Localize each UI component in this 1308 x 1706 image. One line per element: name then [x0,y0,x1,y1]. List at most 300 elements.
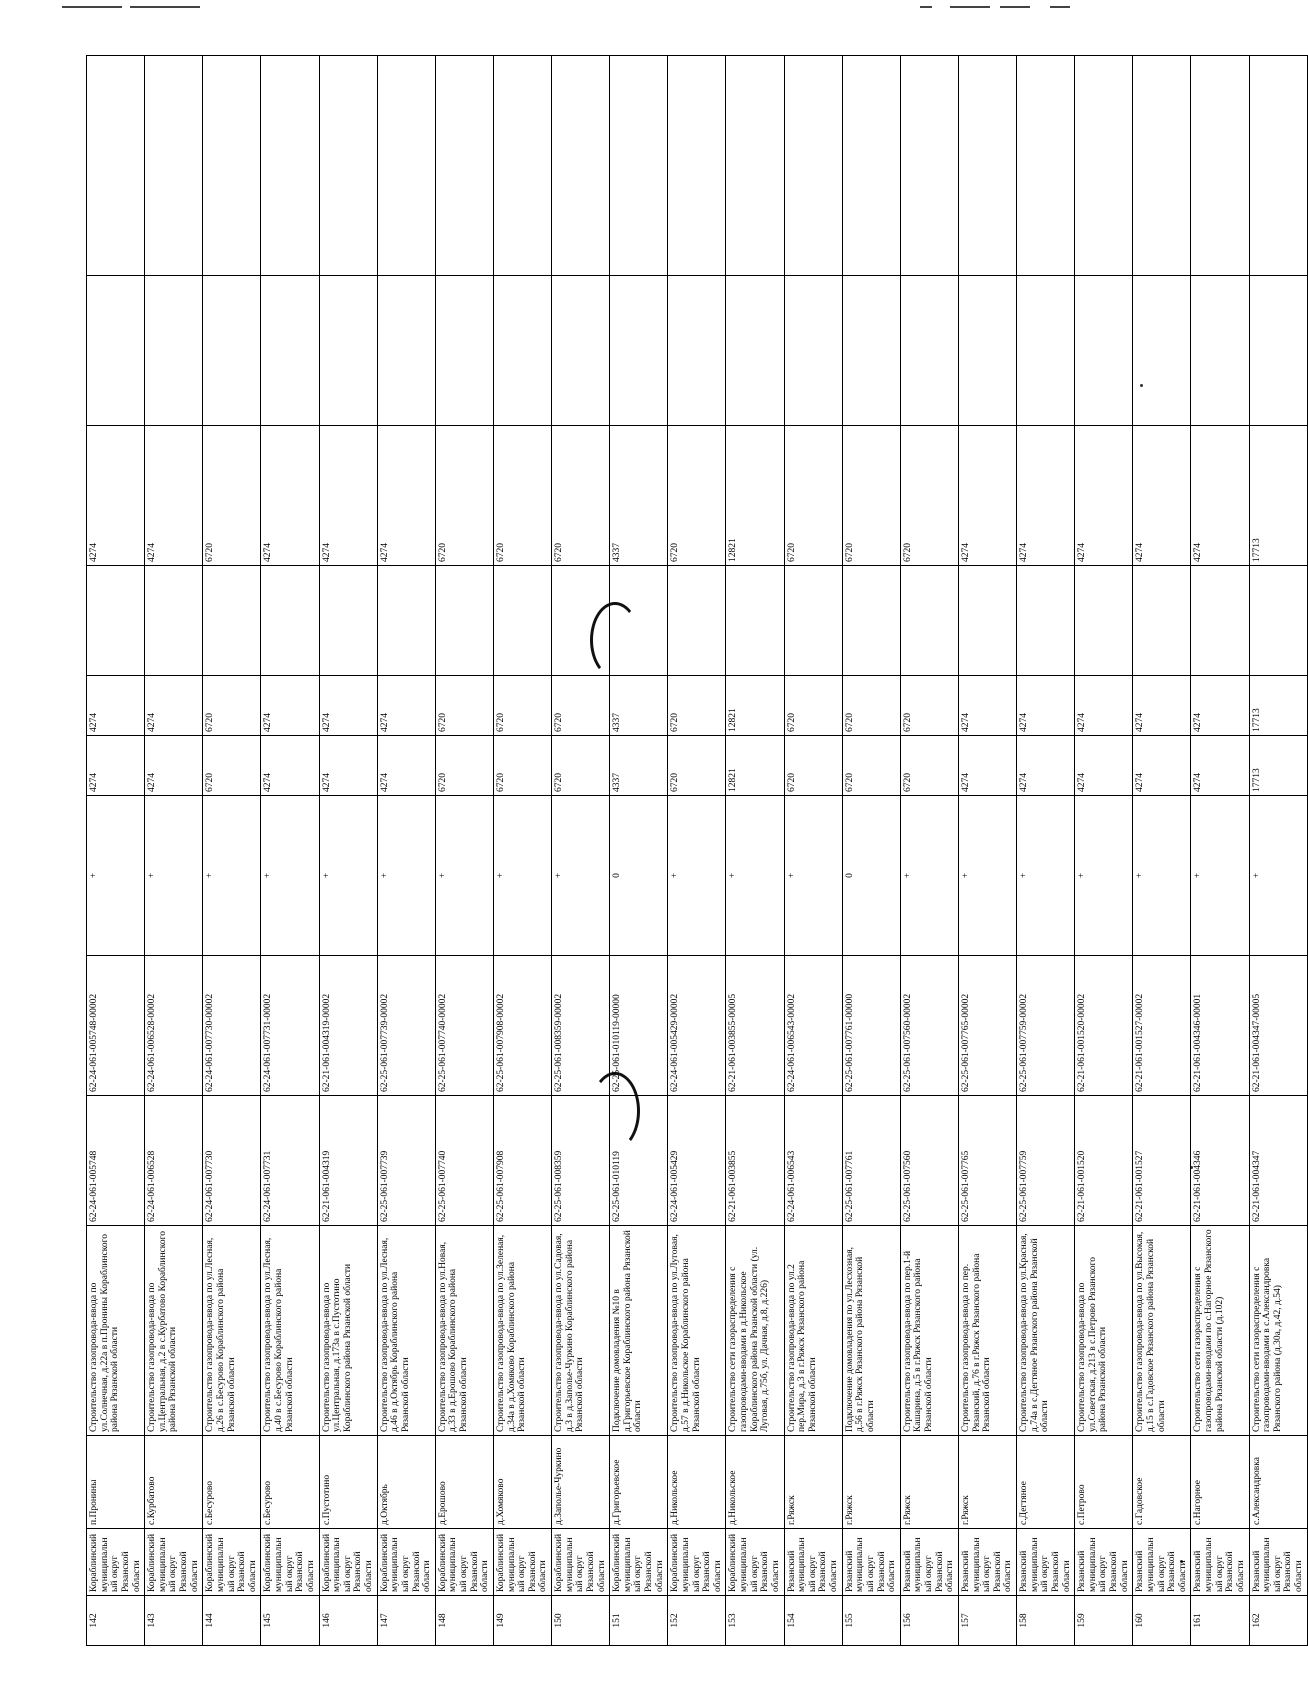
value-cell-2: 6720 [493,676,551,736]
value-cell-2: 4274 [319,676,377,736]
value-cell-3 [900,566,958,676]
object-code-cell: 62-21-061-004346 [1191,1096,1249,1226]
value-cell-4: 6720 [668,426,726,566]
settlement-cell: г.Ряжск [842,1436,900,1529]
settlement-cell: д.Ерошово [435,1436,493,1529]
project-code-cell: 62-24-061-006543-00002 [784,956,842,1096]
value-cell-2: 4274 [958,676,1016,736]
empty-cell-2 [1017,56,1075,276]
object-code-cell: 62-25-061-007908 [493,1096,551,1226]
row-number: 152 [668,1596,726,1646]
value-cell-1: 6720 [552,736,610,796]
rotated-table-wrapper [86,56,1304,1646]
municipal-district-cell: Рязанский муниципальный округ Рязанской области [1017,1529,1075,1596]
table-row [610,56,668,1646]
value-cell-4: 4274 [377,426,435,566]
empty-cell-2 [261,56,319,276]
municipal-district-cell: Рязанский муниципальный округ Рязанской области [842,1529,900,1596]
table-row [668,56,726,1646]
object-name-cell: Строительство газопровода-ввода по ул.Высокая, д.15 в с.Гадовское Рязанского района Рязанской области [1133,1226,1191,1436]
table-row [145,56,203,1646]
object-code-cell: 62-25-061-008359 [552,1096,610,1226]
row-number: 156 [900,1596,958,1646]
empty-cell-1 [1133,276,1191,426]
scan-edge-mark-right-3 [1000,6,1030,8]
value-cell-2: 6720 [900,676,958,736]
value-cell-2: 4274 [1133,676,1191,736]
object-name-cell: Строительство газопровода-ввода по ул.Зеленая, д.34а в д.Хомяково Кораблинского района Рязанской области [493,1226,551,1436]
table-row [493,56,551,1646]
empty-cell-2 [1133,56,1191,276]
empty-cell-2 [726,56,784,276]
value-cell-2: 6720 [784,676,842,736]
object-name-cell: Строительство сети газораспределения с газопроводами-вводами по с.Нагорное Рязанского района Рязанской области (д.102) [1191,1226,1249,1436]
value-cell-4: 4274 [261,426,319,566]
empty-cell-2 [145,56,203,276]
value-cell-1: 6720 [784,736,842,796]
object-code-cell: 62-24-061-005429 [668,1096,726,1226]
project-code-cell: 62-21-061-004346-00001 [1191,956,1249,1096]
project-code-cell: 62-25-061-007759-00002 [1017,956,1075,1096]
scan-edge-mark-left [62,6,122,8]
row-number: 146 [319,1596,377,1646]
object-name-cell: Строительство газопровода-ввода по ул.Новая, д.33 в д.Ерошово Кораблинского района Рязанской области [435,1226,493,1436]
empty-cell-2 [552,56,610,276]
project-code-cell: 62-25-061-007740-00002 [435,956,493,1096]
object-code-cell: 62-24-061-006543 [784,1096,842,1226]
value-cell-3 [552,566,610,676]
value-cell-2: 6720 [842,676,900,736]
municipal-district-cell: Рязанский муниципальный округ Рязанской области [1133,1529,1191,1596]
row-number: 153 [726,1596,784,1646]
value-cell-4: 17713 [1249,426,1307,566]
value-cell-3 [1249,566,1307,676]
value-cell-3 [610,566,668,676]
municipal-district-cell: Рязанский муниципальный округ Рязанской области [1075,1529,1133,1596]
object-name-cell: Строительство газопровода-ввода по ул.Красная, д.74а в с.Дегтяное Рязанского района Рязанской области [1017,1226,1075,1436]
empty-cell-1 [493,276,551,426]
table-row [261,56,319,1646]
value-cell-2: 4274 [377,676,435,736]
settlement-cell: с.Курбатово [145,1436,203,1529]
value-cell-4: 6720 [842,426,900,566]
row-number: 149 [493,1596,551,1646]
value-cell-1: 6720 [668,736,726,796]
status-mark-cell: + [435,796,493,956]
object-name-cell: Строительство сети газораспределения с газопроводами-вводами в д.Никольское Кораблинского района Рязанской области (ул. Луговая, д.75б, ул. Дачная, д.8, д.226) [726,1226,784,1436]
project-code-cell: 62-25-061-007908-00002 [493,956,551,1096]
value-cell-1: 4274 [958,736,1016,796]
municipal-district-cell: Кораблинский муниципальный округ Рязанской области [377,1529,435,1596]
status-mark-cell: + [1017,796,1075,956]
value-cell-2: 4274 [261,676,319,736]
value-cell-4: 4274 [958,426,1016,566]
status-mark-cell: + [319,796,377,956]
object-name-cell: Строительство газопровода-ввода по пер.1-й Кашарина, д.5 в г.Ряжск Рязанского района Рязанской области [900,1226,958,1436]
value-cell-4: 12821 [726,426,784,566]
row-number: 151 [610,1596,668,1646]
object-code-cell: 62-25-061-007759 [1017,1096,1075,1226]
settlement-cell: с.Гадовское [1133,1436,1191,1529]
value-cell-4: 4274 [319,426,377,566]
table-row [377,56,435,1646]
value-cell-2: 12821 [726,676,784,736]
value-cell-4: 6720 [203,426,261,566]
object-code-cell: 62-21-061-001527 [1133,1096,1191,1226]
empty-cell-1 [435,276,493,426]
value-cell-3 [1017,566,1075,676]
value-cell-3 [261,566,319,676]
settlement-cell: д.Никольское [668,1436,726,1529]
municipal-district-cell: Кораблинский муниципальный округ Рязанской области [435,1529,493,1596]
object-name-cell: Строительство газопровода-ввода по ул.Луговая, д.57 в д.Никольское Кораблинского района Рязанской области [668,1226,726,1436]
value-cell-4: 6720 [493,426,551,566]
object-name-cell: Строительство газопровода-ввода по ул.Садовая, д.3 в д.Заполье-Чуркино Кораблинского района Рязанской области [552,1226,610,1436]
object-name-cell: Строительство газопровода-ввода по ул.Центральная, д.173а в с.Пустотино Кораблинского района Рязанской области [319,1226,377,1436]
object-code-cell: 62-21-061-004347 [1249,1096,1307,1226]
value-cell-1: 4274 [377,736,435,796]
status-mark-cell: + [87,796,145,956]
value-cell-2: 4274 [1017,676,1075,736]
object-code-cell: 62-24-061-006528 [145,1096,203,1226]
status-mark-cell: 0 [610,796,668,956]
scan-edge-mark-left-2 [130,6,200,8]
value-cell-4: 4274 [145,426,203,566]
settlement-cell: с.Петрово [1075,1436,1133,1529]
table-row [87,56,145,1646]
value-cell-3 [145,566,203,676]
project-code-cell: 62-21-061-004347-00005 [1249,956,1307,1096]
value-cell-1: 4274 [261,736,319,796]
table-row [203,56,261,1646]
object-name-cell: Строительство газопровода-ввода по ул.2 пер.Мира, д.3 в г.Ряжск Рязанского района Рязанской области [784,1226,842,1436]
empty-cell-2 [87,56,145,276]
value-cell-2: 6720 [203,676,261,736]
empty-cell-1 [610,276,668,426]
table-row [958,56,1016,1646]
value-cell-1: 6720 [493,736,551,796]
empty-cell-1 [726,276,784,426]
value-cell-3 [203,566,261,676]
object-code-cell: 62-21-061-001520 [1075,1096,1133,1226]
status-mark-cell: + [145,796,203,956]
value-cell-1: 6720 [842,736,900,796]
municipal-district-cell: Кораблинский муниципальный округ Рязанской области [203,1529,261,1596]
value-cell-3 [377,566,435,676]
empty-cell-1 [900,276,958,426]
project-code-cell: 62-24-061-005748-00002 [87,956,145,1096]
settlement-cell: д.Григорьевское [610,1436,668,1529]
settlement-cell: п.Пронины [87,1436,145,1529]
value-cell-1: 6720 [435,736,493,796]
table-row [1075,56,1133,1646]
object-name-cell: Подключение домовладения №10 в д.Григорьевское Кораблинского района Рязанской области [610,1226,668,1436]
object-code-cell: 62-24-061-007731 [261,1096,319,1226]
value-cell-2: 6720 [668,676,726,736]
project-code-cell: 62-24-061-005429-00002 [668,956,726,1096]
status-mark-cell: + [552,796,610,956]
row-number: 144 [203,1596,261,1646]
object-code-cell: 62-25-061-007739 [377,1096,435,1226]
value-cell-4: 4274 [1075,426,1133,566]
empty-cell-1 [668,276,726,426]
settlement-cell: с.Александровка [1249,1436,1307,1529]
empty-cell-2 [958,56,1016,276]
row-number: 161 [1191,1596,1249,1646]
table-row [726,56,784,1646]
value-cell-4: 4274 [1017,426,1075,566]
table-row [1249,56,1307,1646]
object-code-cell: 62-25-061-007740 [435,1096,493,1226]
empty-cell-2 [319,56,377,276]
row-number: 160 [1133,1596,1191,1646]
scan-edge-mark-right-4 [1050,6,1070,8]
value-cell-1: 4274 [1017,736,1075,796]
empty-cell-2 [377,56,435,276]
object-name-cell: Строительство сети газораспределения с газопроводами-вводами в с.Александровка Рязанского района (д.30а, д.42, д.54) [1249,1226,1307,1436]
value-cell-1: 4274 [319,736,377,796]
value-cell-3 [726,566,784,676]
value-cell-3 [1075,566,1133,676]
settlement-cell: г.Ряжск [784,1436,842,1529]
project-code-cell: 62-21-061-004319-00002 [319,956,377,1096]
municipal-district-cell: Кораблинский муниципальный округ Рязанской области [668,1529,726,1596]
municipal-district-cell: Кораблинский муниципальный округ Рязанской области [261,1529,319,1596]
empty-cell-2 [900,56,958,276]
settlement-cell: д.Заполье-Чуркино [552,1436,610,1529]
row-number: 143 [145,1596,203,1646]
object-code-cell: 62-25-061-007761 [842,1096,900,1226]
settlement-cell: д.Хомяково [493,1436,551,1529]
value-cell-3 [1191,566,1249,676]
empty-cell-2 [493,56,551,276]
row-number: 157 [958,1596,1016,1646]
table-row [435,56,493,1646]
municipal-district-cell: Кораблинский муниципальный округ Рязанской области [552,1529,610,1596]
empty-cell-1 [319,276,377,426]
municipal-district-cell: Кораблинский муниципальный округ Рязанской области [87,1529,145,1596]
status-mark-cell: + [377,796,435,956]
settlement-cell: с.Дегтяное [1017,1436,1075,1529]
empty-cell-2 [1249,56,1307,276]
settlement-cell: с.Нагорное [1191,1436,1249,1529]
project-code-cell: 62-25-061-007739-00002 [377,956,435,1096]
value-cell-4: 4274 [1191,426,1249,566]
municipal-district-cell: Рязанский муниципальный округ Рязанской области [1191,1529,1249,1596]
project-code-cell: 62-25-061-010119-00000 [610,956,668,1096]
object-code-cell: 62-21-061-003855 [726,1096,784,1226]
value-cell-1: 4274 [1075,736,1133,796]
empty-cell-2 [784,56,842,276]
value-cell-2: 4274 [1191,676,1249,736]
municipal-district-cell: Рязанский муниципальный округ Рязанской области [1249,1529,1307,1596]
row-number: 154 [784,1596,842,1646]
project-code-cell: 62-25-061-008359-00002 [552,956,610,1096]
status-mark-cell: + [261,796,319,956]
value-cell-1: 4274 [1191,736,1249,796]
value-cell-3 [87,566,145,676]
empty-cell-1 [261,276,319,426]
value-cell-3 [435,566,493,676]
value-cell-2: 4274 [87,676,145,736]
project-code-cell: 62-25-061-007560-00002 [900,956,958,1096]
value-cell-4: 4337 [610,426,668,566]
value-cell-1: 4274 [145,736,203,796]
value-cell-2: 6720 [552,676,610,736]
municipal-district-cell: Кораблинский муниципальный округ Рязанской области [145,1529,203,1596]
status-mark-cell: + [668,796,726,956]
status-mark-cell: + [1133,796,1191,956]
row-number: 158 [1017,1596,1075,1646]
empty-cell-1 [203,276,261,426]
scan-edge-mark-right [920,6,932,8]
status-mark-cell: + [1249,796,1307,956]
value-cell-2: 6720 [435,676,493,736]
value-cell-4: 4274 [87,426,145,566]
table-row [1017,56,1075,1646]
value-cell-1: 12821 [726,736,784,796]
settlement-cell: г.Ряжск [900,1436,958,1529]
settlement-cell: д.Никольское [726,1436,784,1529]
row-number: 155 [842,1596,900,1646]
empty-cell-2 [203,56,261,276]
settlement-cell: с.Пустотино [319,1436,377,1529]
empty-cell-1 [1191,276,1249,426]
project-code-cell: 62-21-061-001527-00002 [1133,956,1191,1096]
object-name-cell: Подключение домовладения по ул.Лесхозная, д.56 в г.Ряжск Рязанского района Рязанской области [842,1226,900,1436]
value-cell-2: 17713 [1249,676,1307,736]
status-mark-cell: + [493,796,551,956]
empty-cell-1 [377,276,435,426]
empty-cell-1 [145,276,203,426]
status-mark-cell: + [784,796,842,956]
table-row [784,56,842,1646]
value-cell-4: 6720 [900,426,958,566]
municipal-district-cell: Рязанский муниципальный округ Рязанской области [900,1529,958,1596]
value-cell-3 [958,566,1016,676]
project-code-cell: 62-24-061-007731-00002 [261,956,319,1096]
empty-cell-2 [610,56,668,276]
municipal-district-cell: Кораблинский муниципальный округ Рязанской области [493,1529,551,1596]
status-mark-cell: + [900,796,958,956]
settlement-cell: г.Ряжск [958,1436,1016,1529]
value-cell-1: 6720 [203,736,261,796]
status-mark-cell: + [1191,796,1249,956]
status-mark-cell: + [726,796,784,956]
value-cell-4: 6720 [435,426,493,566]
value-cell-3 [668,566,726,676]
table-row [1191,56,1249,1646]
value-cell-3 [784,566,842,676]
project-code-cell: 62-25-061-007761-00000 [842,956,900,1096]
project-code-cell: 62-21-061-001520-00002 [1075,956,1133,1096]
table-body [87,56,1308,1646]
empty-cell-2 [668,56,726,276]
object-code-cell: 62-21-061-004319 [319,1096,377,1226]
settlement-cell: с.Бесурово [261,1436,319,1529]
object-name-cell: Строительство газопровода-ввода по пер. Рязанский, д.76 в г.Ряжск Рязанского района Рязанской области [958,1226,1016,1436]
municipal-district-cell: Кораблинский муниципальный округ Рязанской области [319,1529,377,1596]
value-cell-1: 6720 [900,736,958,796]
empty-cell-1 [958,276,1016,426]
object-code-cell: 62-24-061-005748 [87,1096,145,1226]
value-cell-4: 6720 [552,426,610,566]
value-cell-2: 4274 [1075,676,1133,736]
object-code-cell: 62-25-061-007765 [958,1096,1016,1226]
empty-cell-1 [552,276,610,426]
value-cell-4: 4274 [1133,426,1191,566]
empty-cell-1 [87,276,145,426]
table-row [842,56,900,1646]
object-name-cell: Строительство газопровода-ввода по ул.Советская, д.213 в с.Петрово Рязанского района Рязанской области [1075,1226,1133,1436]
value-cell-1: 4274 [87,736,145,796]
object-name-cell: Строительство газопровода-ввода по ул.Лесная, д.26 в с.Бесурово Кораблинского района Рязанской области [203,1226,261,1436]
value-cell-1: 4274 [1133,736,1191,796]
project-code-cell: 62-21-061-003855-00005 [726,956,784,1096]
object-name-cell: Строительство газопровода-ввода по ул.Лесная, д.40 в с.Бесурово Кораблинского района Рязанской области [261,1226,319,1436]
register-table [86,55,1308,1646]
empty-cell-2 [1075,56,1133,276]
table-row [900,56,958,1646]
empty-cell-2 [435,56,493,276]
table-row [552,56,610,1646]
value-cell-1: 4337 [610,736,668,796]
municipal-district-cell: Кораблинский муниципальный округ Рязанской области [610,1529,668,1596]
table-row [1133,56,1191,1646]
value-cell-1: 17713 [1249,736,1307,796]
status-mark-cell: 0 [842,796,900,956]
empty-cell-1 [1017,276,1075,426]
object-code-cell: 62-25-061-010119 [610,1096,668,1226]
settlement-cell: д.Октябрь [377,1436,435,1529]
row-number: 148 [435,1596,493,1646]
object-name-cell: Строительство газопровода-ввода по ул.Солнечная, д.22а в п.Пронины Кораблинского района Рязанской области [87,1226,145,1436]
scan-edge-mark-right-2 [950,6,990,8]
row-number: 162 [1249,1596,1307,1646]
value-cell-2: 4337 [610,676,668,736]
value-cell-3 [493,566,551,676]
row-number: 145 [261,1596,319,1646]
row-number: 150 [552,1596,610,1646]
empty-cell-1 [784,276,842,426]
empty-cell-2 [842,56,900,276]
project-code-cell: 62-24-061-006528-00002 [145,956,203,1096]
object-name-cell: Строительство газопровода-ввода по ул.Лесная, д.46 в д.Октябрь Кораблинского района Рязанской области [377,1226,435,1436]
value-cell-3 [1133,566,1191,676]
value-cell-3 [842,566,900,676]
empty-cell-1 [842,276,900,426]
row-number: 159 [1075,1596,1133,1646]
empty-cell-2 [1191,56,1249,276]
status-mark-cell: + [1075,796,1133,956]
project-code-cell: 62-25-061-007765-00002 [958,956,1016,1096]
table-row [319,56,377,1646]
municipal-district-cell: Кораблинский муниципальный округ Рязанской области [726,1529,784,1596]
empty-cell-1 [1249,276,1307,426]
empty-cell-1 [1075,276,1133,426]
value-cell-3 [319,566,377,676]
status-mark-cell: + [958,796,1016,956]
value-cell-4: 6720 [784,426,842,566]
value-cell-2: 4274 [145,676,203,736]
object-code-cell: 62-24-061-007730 [203,1096,261,1226]
row-number: 147 [377,1596,435,1646]
object-code-cell: 62-25-061-007560 [900,1096,958,1226]
object-name-cell: Строительство газопровода-ввода по ул.Центральная, д.2 в с.Курбатово Кораблинского района Рязанской области [145,1226,203,1436]
project-code-cell: 62-24-061-007730-00002 [203,956,261,1096]
settlement-cell: с.Бесурово [203,1436,261,1529]
status-mark-cell: + [203,796,261,956]
